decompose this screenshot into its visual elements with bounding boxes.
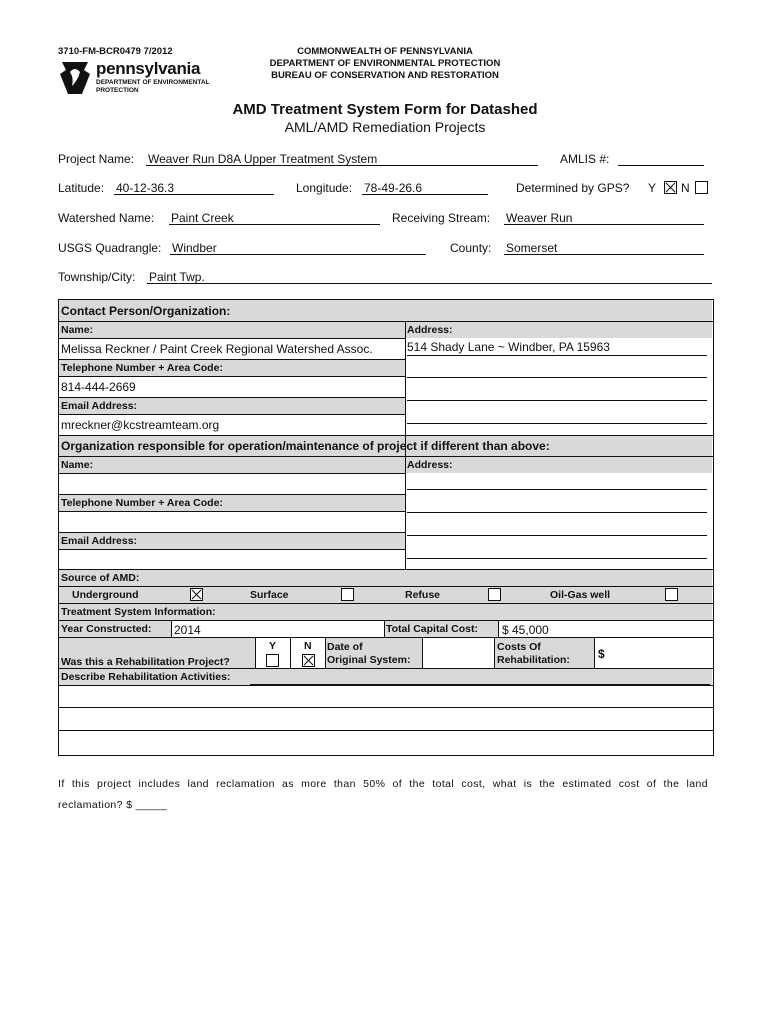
watershed-label: Watershed Name: bbox=[58, 211, 155, 225]
watershed-value[interactable]: Paint Creek bbox=[171, 211, 234, 225]
project-name-label: Project Name: bbox=[58, 152, 135, 166]
logo-subtitle bbox=[96, 79, 210, 95]
org-section-title: Organization responsible for operation/maintenance of project if different than above: bbox=[61, 439, 550, 453]
capital-label: Total Capital Cost: bbox=[386, 623, 478, 635]
keystone-icon bbox=[58, 60, 92, 96]
costs-value[interactable]: $ bbox=[598, 647, 605, 661]
rehab-no-checkbox[interactable] bbox=[302, 654, 315, 667]
gps-n-label: N bbox=[681, 181, 690, 195]
costs-rehab-label bbox=[497, 641, 570, 667]
treatment-label: Treatment System Information: bbox=[61, 606, 216, 618]
capital-value[interactable]: $ 45,000 bbox=[502, 623, 549, 637]
date-label-line: Date of bbox=[327, 641, 363, 653]
footer-line[interactable]: reclamation? $ _____ bbox=[58, 799, 167, 811]
org-phone-label: Telephone Number + Area Code: bbox=[61, 497, 223, 509]
contact-phone-value[interactable]: 814-444-2669 bbox=[61, 380, 136, 394]
county-underline bbox=[504, 254, 704, 255]
surface-checkbox[interactable] bbox=[341, 588, 354, 601]
rehab-n-label: N bbox=[304, 640, 312, 652]
form-code: 3710-FM-BCR0479 7/2012 bbox=[58, 46, 173, 57]
oilgas-checkbox[interactable] bbox=[665, 588, 678, 601]
receiving-stream-label: Receiving Stream: bbox=[392, 211, 491, 225]
project-name-underline bbox=[146, 165, 538, 166]
latitude-underline bbox=[114, 194, 274, 195]
describe-label: Describe Rehabilitation Activities: bbox=[61, 671, 231, 683]
source-section-band bbox=[59, 570, 712, 586]
year-value[interactable]: 2014 bbox=[174, 623, 201, 637]
surface-label: Surface bbox=[250, 589, 289, 601]
receiving-stream-underline bbox=[504, 224, 704, 225]
contact-email-value[interactable]: mreckner@kcstreamteam.org bbox=[61, 418, 220, 432]
rehab-y-label: Y bbox=[269, 640, 277, 652]
land-reclamation-question bbox=[58, 774, 708, 816]
source-options-band bbox=[59, 587, 712, 603]
watershed-underline bbox=[169, 224, 380, 225]
project-name-value[interactable]: Weaver Run D8A Upper Treatment System bbox=[148, 152, 378, 166]
township-label: Township/City: bbox=[58, 270, 136, 284]
gps-label: Determined by GPS? bbox=[516, 181, 630, 195]
agency-line: BUREAU OF CONSERVATION AND RESTORATION bbox=[271, 70, 499, 81]
township-value[interactable]: Paint Twp. bbox=[149, 270, 205, 284]
longitude-underline bbox=[362, 194, 488, 195]
contact-name-value[interactable]: Melissa Reckner / Paint Creek Regional Watershed Assoc. bbox=[61, 342, 373, 356]
rehab-question: Was this a Rehabilitation Project? bbox=[61, 656, 230, 668]
rehab-yes-checkbox[interactable] bbox=[266, 654, 279, 667]
usgs-value[interactable]: Windber bbox=[172, 241, 217, 255]
logo-wordmark: pennsylvania bbox=[96, 59, 201, 78]
costs-label-line: Rehabilitation: bbox=[497, 654, 570, 666]
form-title: AMD Treatment System Form for Datashed bbox=[232, 101, 538, 118]
usgs-label: USGS Quadrangle: bbox=[58, 241, 162, 255]
source-label: Source of AMD: bbox=[61, 572, 140, 584]
refuse-checkbox[interactable] bbox=[488, 588, 501, 601]
contact-section-title: Contact Person/Organization: bbox=[61, 304, 231, 318]
agency-line: DEPARTMENT OF ENVIRONMENTAL PROTECTION bbox=[269, 58, 501, 69]
latitude-value[interactable]: 40-12-36.3 bbox=[116, 181, 175, 195]
contact-phone-label: Telephone Number + Area Code: bbox=[61, 362, 223, 374]
oilgas-label: Oil-Gas well bbox=[550, 589, 611, 601]
gps-yes-checkbox[interactable] bbox=[664, 181, 677, 194]
county-value[interactable]: Somerset bbox=[506, 241, 558, 255]
pa-dep-logo bbox=[58, 58, 228, 98]
gps-no-checkbox[interactable] bbox=[695, 181, 708, 194]
receiving-stream-value[interactable]: Weaver Run bbox=[506, 211, 573, 225]
township-underline bbox=[147, 283, 712, 284]
usgs-underline bbox=[170, 254, 426, 255]
form-subtitle: AML/AMD Remediation Projects bbox=[284, 119, 486, 135]
logo-sub-line: PROTECTION bbox=[96, 87, 139, 94]
agency-header bbox=[230, 46, 540, 82]
underground-checkbox[interactable] bbox=[190, 588, 203, 601]
latitude-label: Latitude: bbox=[58, 181, 105, 195]
gps-y-label: Y bbox=[648, 181, 657, 195]
longitude-value[interactable]: 78-49-26.6 bbox=[364, 181, 423, 195]
date-label-line: Original System: bbox=[327, 654, 411, 666]
date-original-label bbox=[327, 641, 410, 667]
year-label: Year Constructed: bbox=[61, 623, 152, 635]
agency-line: COMMONWEALTH OF PENNSYLVANIA bbox=[297, 46, 473, 57]
name-label-band bbox=[59, 322, 405, 338]
contact-address-label: Address: bbox=[407, 324, 453, 336]
org-name-label: Name: bbox=[61, 459, 94, 471]
county-label: County: bbox=[450, 241, 492, 255]
org-name-label-band bbox=[59, 457, 405, 473]
logo-sub-line: DEPARTMENT OF ENVIRONMENTAL bbox=[96, 79, 210, 86]
amlis-underline bbox=[618, 165, 704, 166]
amlis-label: AMLIS #: bbox=[560, 152, 610, 166]
contact-address-value[interactable]: 514 Shady Lane ~ Windber, PA 15963 bbox=[407, 340, 610, 354]
contact-name-label: Name: bbox=[61, 324, 94, 336]
longitude-label: Longitude: bbox=[296, 181, 353, 195]
contact-email-label: Email Address: bbox=[61, 400, 138, 412]
org-email-label: Email Address: bbox=[61, 535, 138, 547]
org-address-label: Address: bbox=[407, 459, 453, 471]
footer-line: If this project includes land reclamation as more than 50% of the total cost, what is the estimated cost of the land bbox=[58, 778, 708, 790]
costs-label-line: Costs Of bbox=[497, 641, 541, 653]
refuse-label: Refuse bbox=[405, 589, 441, 601]
underground-label: Underground bbox=[72, 589, 139, 601]
